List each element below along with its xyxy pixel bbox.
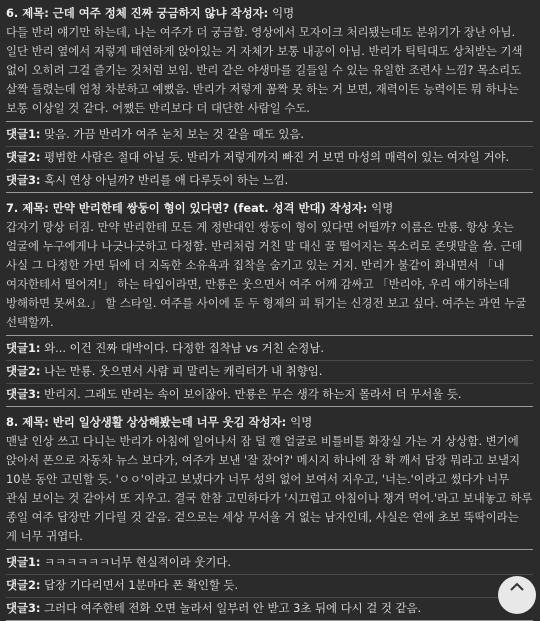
comment: [6, 575, 533, 598]
comment: [6, 338, 533, 361]
post-author: 익명: [371, 201, 394, 215]
post-body: 다들 반리 얘기만 하는데, 나는 여주가 더 궁금함. 영상에서 모자이크 처리됐는데도 분위기가 장난 아님. 일단 반리 옆에서 저렇게 태연하게 앉아있는 거 자체가 보통 내공이 아님. 반리가 틱틱대도 상처받는 기색 없이 오히려 그걸 즐기는 것처럼 보임. 반리 같은 야생마를 길들일 수 있는 유일한 조련사 느낌? 목소리도 살짝 들렸는데 엄청 차분하고 예뻤음. 반리가 저렇게 꼼짝 못 하는 거 보면, 재력이든 능력이든 뭐 하나는 보통 이상일 것 같다. 어쨌든 반리보다 더 대단한 사람일 수도.: [6, 25, 523, 115]
comment-label: 댓글1:: [6, 555, 41, 569]
post: [6, 195, 533, 407]
divider: [6, 335, 533, 336]
post-author: 익명: [272, 6, 295, 20]
comment-label: 댓글2:: [6, 150, 41, 164]
post-body: 갑자기 망상 터짐. 만약 반리한테 모든 게 정반대인 쌍둥이 형이 있다면 어떨까? 이름은 만룡. 항상 웃는 얼굴에 누구에게나 나긋나긋하고 다정함. 반리처럼 거친 말 대신 꿀 떨어지는 목소리로 존댓말을 씀. 근데 사실 그 다정한 가면 뒤에 더 지독한 소유욕과 집착을 숨기고 있는 거지. 반리가 불같이 화내면서 「내 여자한테서 떨어져!」 하는 타입이라면, 만룡은 웃으면서 여주 어깨 감싸고 「반리야, 우리 얘기하는데 방해하면 못써요.」 할 스타일. 여주를 사이에 둔 두 형제의 피 튀기는 신경전 보고 싶다. 여주는 과연 누굴 선택할까.: [6, 220, 527, 329]
comment-text: 반리지. 그래도 반리는 속이 보이잖아. 만룡은 무슨 생각 하는지 몰라서 더 무서울 듯.: [44, 387, 462, 401]
comment-text: ㅋㅋㅋㅋㅋㅋ너무 현실적이라 웃기다.: [44, 555, 232, 569]
comment: [6, 361, 533, 384]
comment: [6, 598, 533, 621]
comment-text: 답장 기다리면서 1분마다 폰 확인할 듯.: [44, 578, 239, 592]
chevron-up-icon: [510, 582, 524, 591]
comment-label: 댓글3:: [6, 173, 41, 187]
comment-list: [6, 552, 533, 621]
comment: [6, 170, 533, 193]
comment-text: 그러다 여주한테 전화 오면 놀라서 일부러 안 받고 3초 뒤에 다시 걸 것 같음.: [44, 601, 422, 615]
comment: [6, 552, 533, 575]
divider: [6, 121, 533, 122]
comment-text: 맞음. 가끔 반리가 여주 눈치 보는 것 같을 때도 있음.: [44, 127, 305, 141]
post-author: 익명: [290, 415, 313, 429]
comment-text: 와... 이건 진짜 대박이다. 다정한 집착남 vs 거친 순정남.: [44, 341, 324, 355]
comment-list: [6, 338, 533, 407]
comment: [6, 384, 533, 407]
scroll-to-top-button[interactable]: [498, 576, 536, 614]
comment: [6, 147, 533, 170]
comment-label: 댓글3:: [6, 387, 41, 401]
post-body: 맨날 인상 쓰고 다니는 반리가 아침에 일어나서 잠 덜 깬 얼굴로 비틀비틀 화장실 가는 거 상상함. 변기에 앉아서 폰으로 자동차 뉴스 보다가, 여주가 보낸 '잘 잤어?' 메시지 하나에 잠 확 깨서 답장 뭐라고 보낼지 10분 동안 고민할 듯. 'ㅇㅇ'이라고 보냈다가 너무 성의 없어 보여서 지우고, '너는.'이라고 썼다가 너무 관심 보이는 것 같아서 또 지우고. 결국 한참 고민하다가 '시끄럽고 아침이나 챙겨 먹어.'라고 보내놓고 하루 종일 여주 답장만 기다릴 것 같음. 겉으로는 세상 무서울 거 없는 남자인데, 사실은 연애 초보 뚝딱이라는 게 너무 귀엽다.: [6, 434, 533, 543]
comment-label: 댓글1:: [6, 127, 41, 141]
comment-text: 나는 만룡. 웃으면서 사람 피 말리는 캐릭터가 내 취향임.: [44, 364, 323, 378]
comment-list: [6, 124, 533, 193]
comment-text: 혹시 연상 아닐까? 반리를 애 다루듯이 하는 느낌.: [44, 173, 289, 187]
comment-label: 댓글3:: [6, 601, 41, 615]
post-title: 7. 제목: 만약 반리한테 쌍둥이 형이 있다면? (feat. 성격 반대) 작성자: 익명: [6, 201, 394, 215]
comment-label: 댓글2:: [6, 364, 41, 378]
comment-label: 댓글2:: [6, 578, 41, 592]
post-title: 6. 제목: 근데 여주 정체 진짜 궁금하지 않냐 작성자: 익명: [6, 6, 295, 20]
post-title: 8. 제목: 반리 일상생활 상상해봤는데 너무 웃김 작성자: 익명: [6, 415, 313, 429]
divider: [6, 549, 533, 550]
post: [6, 0, 533, 193]
comment-text: 평범한 사람은 절대 아닐 듯. 반리가 저렇게까지 빠진 거 보면 마성의 매력이 있는 여자일 거야.: [44, 150, 510, 164]
post: [6, 409, 533, 621]
comment: [6, 124, 533, 147]
comment-label: 댓글1:: [6, 341, 41, 355]
